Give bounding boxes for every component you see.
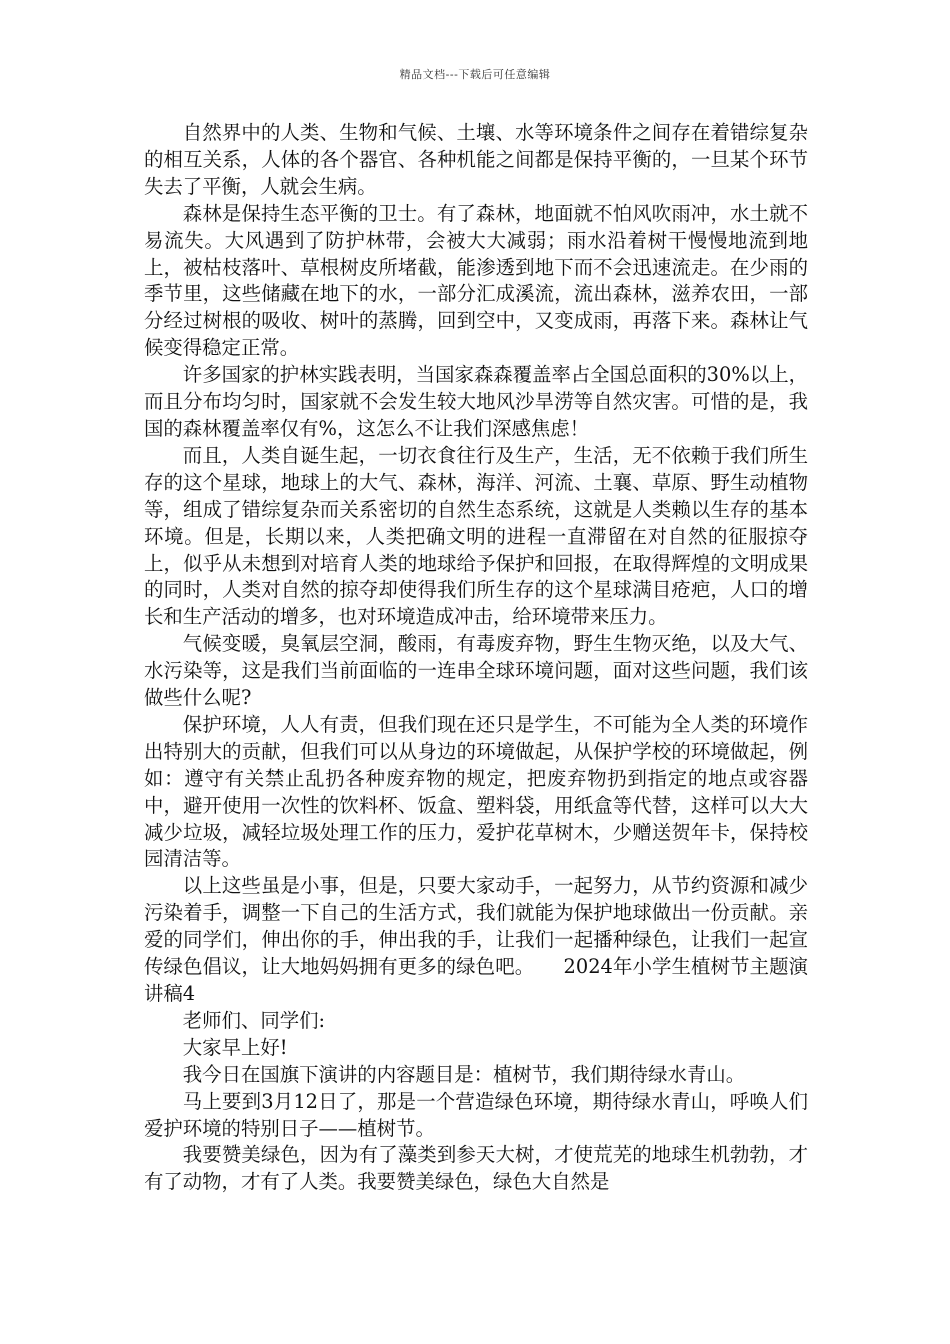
paragraph-greeting: 大家早上好! [182, 1035, 288, 1059]
paragraph-protect-environment: 保护环境，人人有责，但我们现在还只是学生，不可能为全人类的环境作出特别大的贡献，但我们可以从身边的环境做起，从保护学校的环境做起，例如：遵守有关禁止乱扔各种废弃物的规定，把废弃物扔到指定的地点或容器中，避开使用一次性的饮料杯、饭盒、塑料袋，用纸盒等代替，这样可以大大减少垃圾，减轻垃圾处理工作的压力，爱护花草树木，少赠送贺年卡，保持校园清洁等。 [144, 712, 808, 871]
document-body [144, 120, 808, 1196]
paragraph-speech-topic: 我今日在国旗下演讲的内容题目是：植树节，我们期待绿水青山。 [182, 1062, 746, 1086]
paragraph-global-problems: 气候变暖，臭氧层空洞，酸雨，有毒废弃物，野生生物灭绝，以及大气、水污染等，这是我们当前面临的一连串全球环境问题，面对这些问题，我们该做些什么呢? [144, 632, 808, 710]
paragraph-human-environment: 而且，人类自诞生起，一切衣食往行及生产，生活，无不依赖于我们所生存的这个星球，地球上的大气、森林，海洋、河流、土襄、草原、野生动植物等，组成了错综复杂而关系密切的自然生态系统，这就是人类赖以生存的基本环境。但是，长期以来，人类把确文明的进程一直滞留在对自然的征服掠夺上，似乎从未想到对培育人类的地球给予保护和回报，在取得辉煌的文明成果的同时，人类对自然的掠夺却使得我们所生存的这个星球满目疮疤，人口的增长和生产活动的增多，也对环境造成冲击，给环境带来压力。 [144, 443, 808, 629]
paragraph-forest-guardian: 森林是保持生态平衡的卫士。有了森林，地面就不怕风吹雨冲，水土就不易流失。大风遇到了防护林带，会被大大减弱；雨水沿着树干慢慢地流到地上，被枯枝落叶、草根树皮所堵截，能渗透到地下而不会迅速流走。在少雨的季节里，这些储藏在地下的水，一部分汇成溪流，流出森林，滋养农田，一部分经过树根的吸收、树叶的蒸腾，回到空中，又变成雨，再落下来。森林让气候变得稳定正常。 [144, 201, 808, 360]
paragraph-salutation: 老师们、同学们: [182, 1008, 326, 1032]
paragraph-ecological-balance: 自然界中的人类、生物和气候、土壤、水等环境条件之间存在着错综复杂的相互关系，人体的各个器官、各种机能之间都是保持平衡的，一旦某个环节失去了平衡，人就会生病。 [144, 121, 808, 198]
paragraph-praise-green: 我要赞美绿色，因为有了藻类到参天大树，才使荒芜的地球生机勃勃，才有了动物，才有了人类。我要赞美绿色，绿色大自然是 [144, 1143, 808, 1194]
paragraph-arbor-day: 马上要到3月12日了，那是一个营造绿色环境，期待绿水青山，呼唤人们爱护环境的特别日子——植树节。 [144, 1089, 808, 1140]
paragraph-forest-coverage: 许多国家的护林实践表明，当国家森森覆盖率占全国总面积的30%以上，而且分布均匀时，国家就不会发生较大地风沙旱涝等自然灾害。可惜的是，我国的森林覆盖率仅有%，这怎么不让我们深感焦虑！ [144, 363, 808, 440]
page-header: 精品文档---下载后可任意编辑 [399, 68, 551, 81]
paragraph-small-things: 以上这些虽是小事，但是，只要大家动手，一起努力，从节约资源和减少污染着手，调整一下自己的生活方式，我们就能为保护地球做出一份贡献。亲爱的同学们，伸出你的手，伸出我的手，让我们一起播种绿色，让我们一起宣传绿色倡议，让大地妈妈拥有更多的绿色吧。 2024年小学生植树节主题演讲稿4 [144, 874, 808, 1005]
